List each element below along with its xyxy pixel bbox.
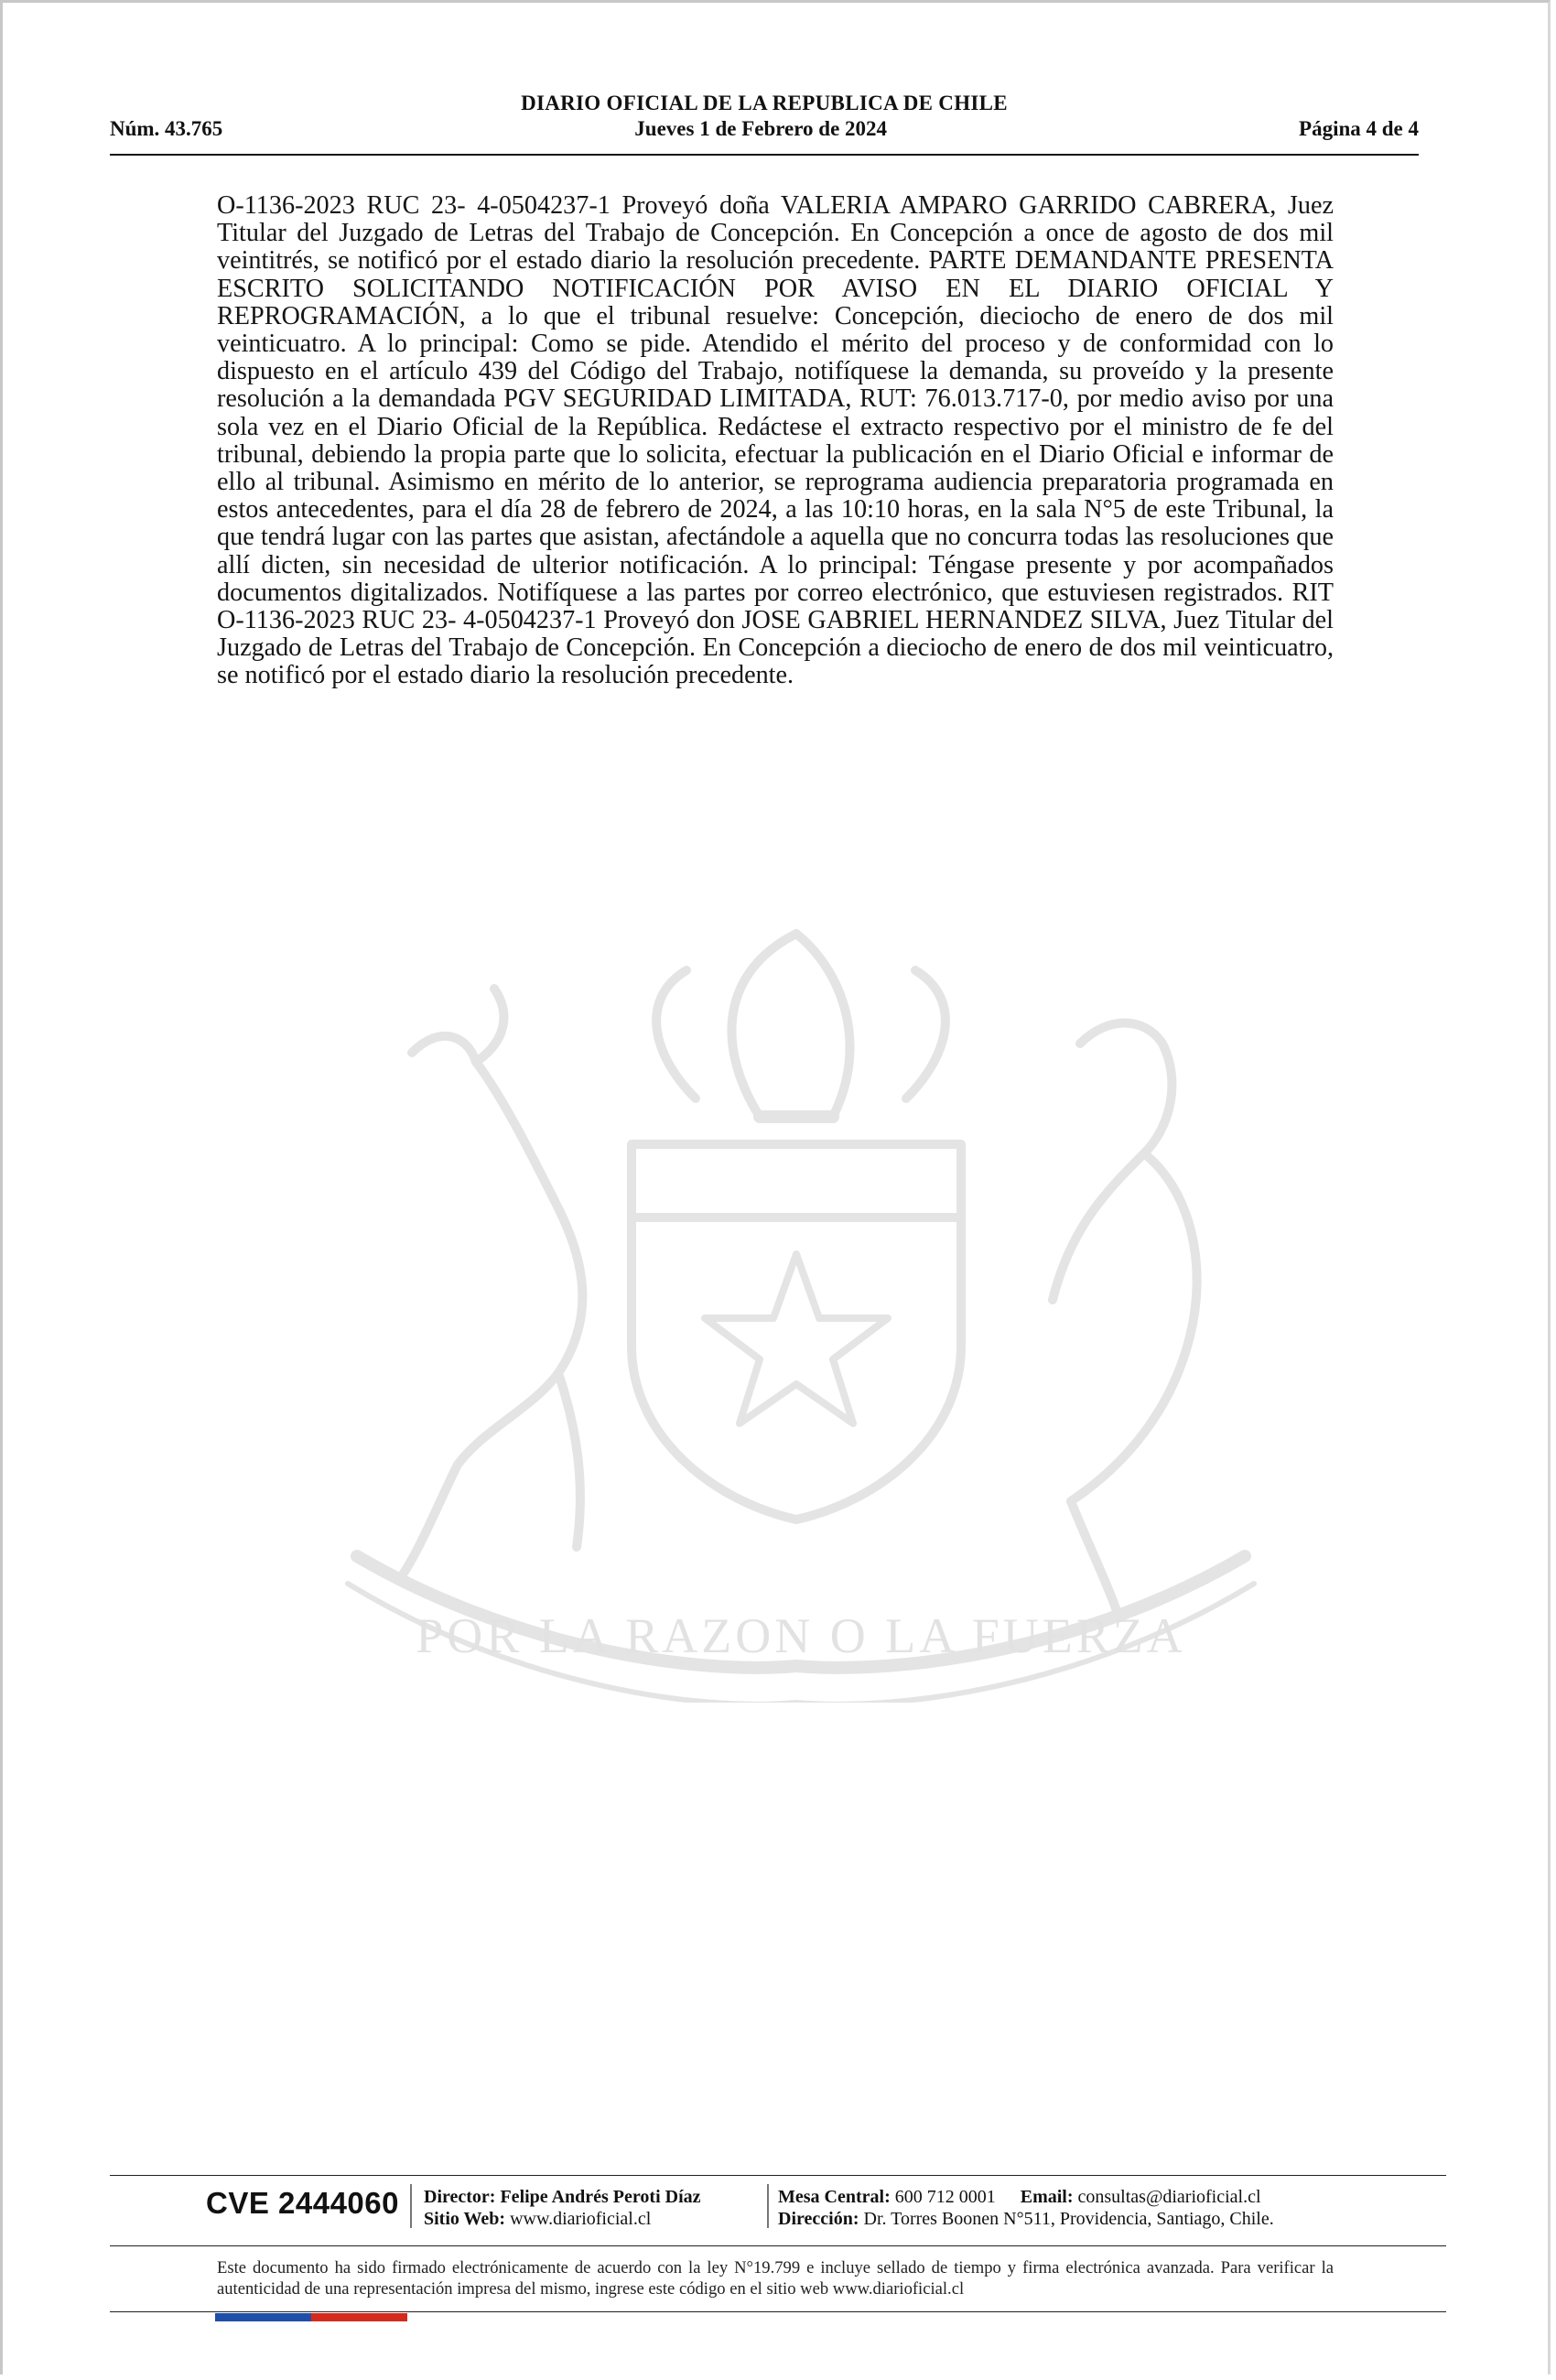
address-label: Dirección: xyxy=(778,2209,859,2229)
header-rule xyxy=(110,154,1419,156)
cve-code: CVE 2444060 xyxy=(206,2186,399,2220)
page-indicator: Página 4 de 4 xyxy=(1299,117,1419,140)
footer-mid-rule xyxy=(110,2245,1446,2246)
flag-red-stripe xyxy=(311,2313,407,2321)
email-link[interactable]: consultas@diarioficial.cl xyxy=(1077,2187,1261,2207)
legal-notice: Este documento ha sido firmado electrónicamente de acuerdo con la ley N°19.799 e incluye sellado de tiempo y firma electrónica avanzada. Para verificar la autenticidad de una representación impresa del mismo, ingrese este código en el sitio web www.diarioficial.cl xyxy=(217,2258,1334,2299)
footer-bottom-rule xyxy=(110,2311,1446,2312)
footer-separator xyxy=(410,2184,412,2228)
footer-top-rule xyxy=(110,2175,1446,2176)
mesa-value: 600 712 0001 xyxy=(894,2187,996,2207)
flag-blue-stripe xyxy=(215,2313,311,2321)
footer-separator xyxy=(767,2184,769,2228)
newspaper-title: DIARIO OFICIAL DE LA REPUBLICA DE CHILE xyxy=(521,92,1008,114)
issue-number: Núm. 43.765 xyxy=(110,117,223,140)
footer-contact-info xyxy=(778,2186,1274,2230)
web-link[interactable]: www.diarioficial.cl xyxy=(510,2209,652,2229)
watermark-motto: POR LA RAZON O LA FUERZA xyxy=(416,1608,1186,1663)
header-row xyxy=(110,117,1419,141)
notice-body: O-1136-2023 RUC 23- 4-0504237-1 Proveyó doña VALERIA AMPARO GARRIDO CABRERA, Juez Titular del Juzgado de Letras del Trabajo de Concepción. En Concepción a once de agosto de dos mil veintitrés, se notificó por el estado diario la resolución precedente. PARTE DEMANDANTE PRESENTA ESCRITO SOLICITANDO NOTIFICACIÓN POR AVISO EN EL DIARIO OFICIAL Y REPROGRAMACIÓN, a lo que el tribunal resuelve: Concepción, dieciocho de enero de dos mil veinticuatro. A lo principal: Como se pide. Atendido el mérito del proceso y de conformidad con lo dispuesto en el artículo 439 del Código del Trabajo, notifíquese la demanda, su proveído y la presente resolución a la demandada PGV SEGURIDAD LIMITADA, RUT: 76.013.717-0, por medio aviso por una sola vez en el Diario Oficial de la República. Redáctese el extracto respectivo por el ministro de fe del tribunal, debiendo la propia parte que lo solicita, efectuar la publicación en el Diario Oficial e informar de ello al tribunal. Asimismo en mérito de lo anterior, se reprograma audiencia preparatoria programada en estos antecedentes, para el día 28 de febrero de 2024, a las 10:10 horas, en la sala N°5 de este Tribunal, la que tendrá lugar con las partes que asistan, afectándole a aquella que no concurra todas las resoluciones que allí dicten, sin necesidad de ulterior notificación. A lo principal: Téngase presente y por acompañados documentos digitalizados. Notifíquese a las partes por correo electrónico, que estuviesen registrados. RIT O-1136-2023 RUC 23- 4-0504237-1 Proveyó don JOSE GABRIEL HERNANDEZ SILVA, Juez Titular del Juzgado de Letras del Trabajo de Concepción. En Concepción a dieciocho de enero de dos mil veinticuatro, se notificó por el estado diario la resolución precedente. xyxy=(217,191,1334,690)
footer-director-info xyxy=(424,2186,701,2230)
chile-flag-stripe xyxy=(215,2313,407,2321)
issue-date: Jueves 1 de Febrero de 2024 xyxy=(634,117,888,140)
mesa-label: Mesa Central: xyxy=(778,2187,891,2207)
director-label: Director: xyxy=(424,2187,496,2207)
coat-of-arms-icon xyxy=(284,915,1318,1703)
page-header xyxy=(110,92,1419,141)
director-name: Felipe Andrés Peroti Díaz xyxy=(500,2187,701,2207)
email-label: Email: xyxy=(1020,2187,1074,2207)
web-label: Sitio Web: xyxy=(424,2209,506,2229)
address-value: Dr. Torres Boonen N°511, Providencia, Santiago, Chile. xyxy=(863,2209,1274,2229)
